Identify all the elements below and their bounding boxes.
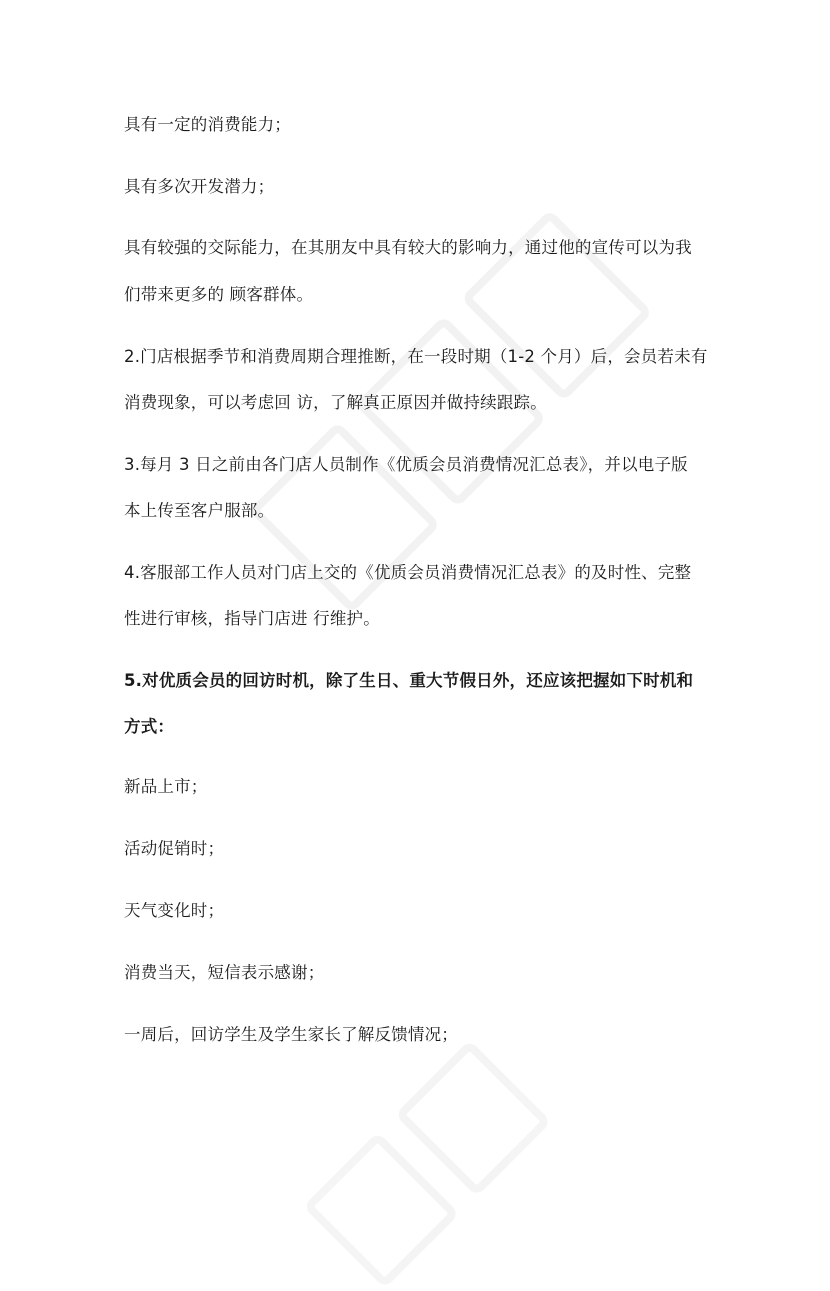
- text-line-item-3: 3.每月 3 日之前由各门店人员制作《优质会员消费情况汇总表》，并以电子版: [124, 455, 688, 474]
- text-line-consumption-ability: 具有一定的消费能力；: [124, 115, 291, 134]
- watermark-fragment-icon: [289, 1009, 572, 1291]
- text-line-item-4-cont: 性进行审核，指导门店进 行维护。: [124, 609, 380, 628]
- text-line-social-ability: 具有较强的交际能力，在其朋友中具有较大的影响力，通过他的宣传可以为我: [124, 238, 692, 257]
- text-line-promotion: 活动促销时；: [124, 839, 225, 858]
- text-line-item-5-heading-cont: 方式：: [124, 717, 175, 736]
- text-line-new-product: 新品上市；: [124, 777, 208, 796]
- text-line-item-4: 4.客服部工作人员对门店上交的《优质会员消费情况汇总表》的及时性、完整: [124, 563, 692, 582]
- text-line-same-day-thanks: 消费当天，短信表示感谢；: [124, 963, 325, 982]
- text-line-item-3-cont: 本上传至客户服部。: [124, 501, 275, 520]
- text-line-item-2: 2.门店根据季节和消费周期合理推断，在一段时期（1-2 个月）后，会员若未有: [124, 347, 708, 366]
- text-line-item-5-heading: 5.对优质会员的回访时机，除了生日、重大节假日外，还应该把握如下时机和: [124, 671, 694, 690]
- text-line-one-week-followup: 一周后，回访学生及学生家长了解反馈情况；: [124, 1025, 458, 1044]
- text-line-social-ability-cont: 们带来更多的 顾客群体。: [124, 285, 314, 304]
- text-line-weather-change: 天气变化时；: [124, 901, 225, 920]
- text-line-development-potential: 具有多次开发潜力；: [124, 177, 275, 196]
- text-line-item-2-cont: 消费现象，可以考虑回 访，了解真正原因并做持续跟踪。: [124, 393, 547, 412]
